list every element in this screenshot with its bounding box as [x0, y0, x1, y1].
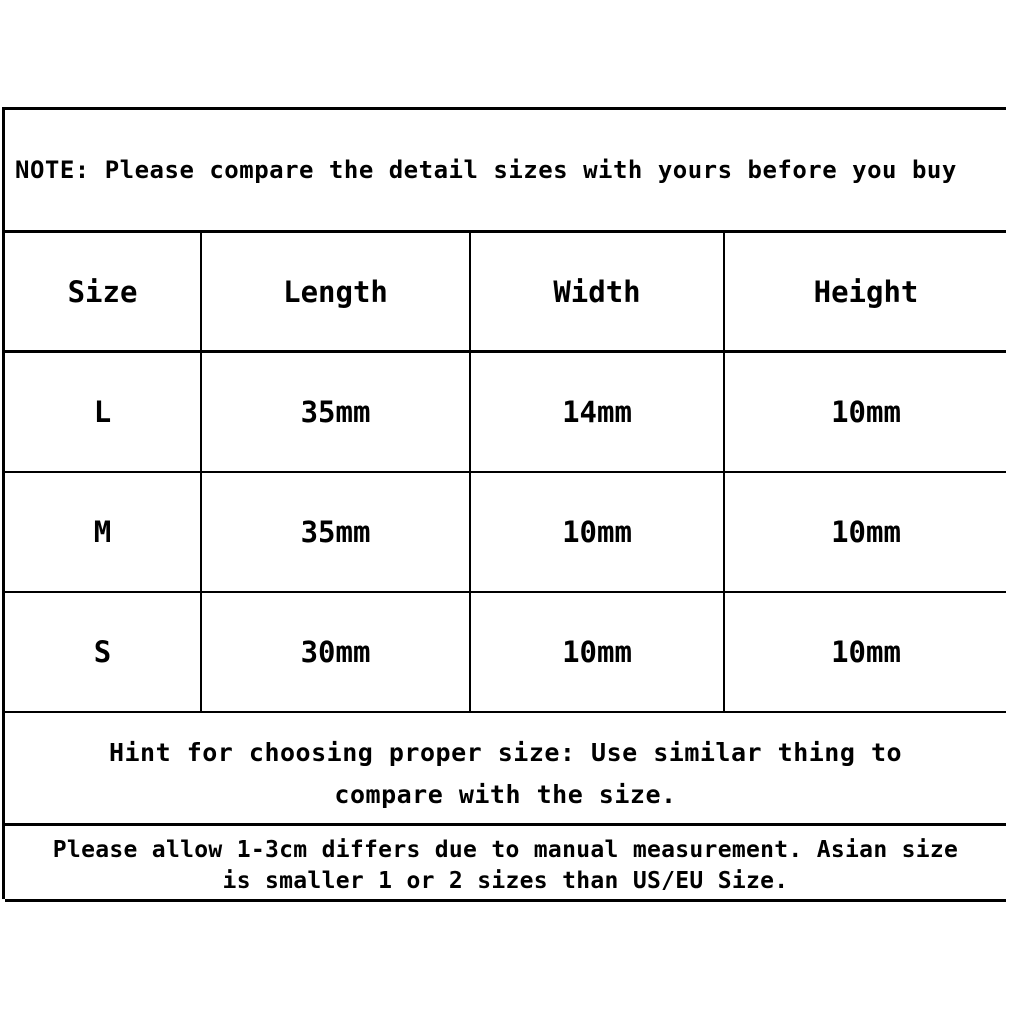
- height-cell: 10mm: [831, 635, 901, 669]
- disclaimer-text: [5, 835, 1006, 897]
- hint-line-1: Hint for choosing proper size: Use similar thing to: [108, 738, 903, 767]
- header-size: Size: [67, 275, 138, 309]
- width-cell: 10mm: [562, 635, 632, 669]
- length-cell: 35mm: [300, 395, 371, 429]
- width-cell: 10mm: [562, 515, 632, 549]
- length-cell: 35mm: [300, 515, 371, 549]
- header-width: Width: [553, 275, 641, 309]
- divider: [5, 899, 1006, 902]
- disclaimer-line-2: is smaller 1 or 2 sizes than US/EU Size.: [222, 868, 789, 894]
- size-chart: [2, 107, 1006, 899]
- length-cell: 30mm: [300, 635, 371, 669]
- divider: [5, 823, 1006, 826]
- size-cell: S: [93, 635, 112, 669]
- disclaimer-line-1: Please allow 1-3cm differs due to manual measurement. Asian size: [52, 837, 959, 863]
- note-text: NOTE: Please compare the detail sizes with yours before you buy: [15, 156, 957, 184]
- size-cell: M: [93, 515, 112, 549]
- size-cell: L: [93, 395, 112, 429]
- width-cell: 14mm: [562, 395, 632, 429]
- height-cell: 10mm: [831, 515, 901, 549]
- height-cell: 10mm: [831, 395, 901, 429]
- divider: [5, 711, 1006, 713]
- hint-line-2: compare with the size.: [334, 780, 677, 809]
- header-length: Length: [283, 275, 388, 309]
- header-height: Height: [813, 275, 919, 309]
- hint-text: [5, 732, 1006, 816]
